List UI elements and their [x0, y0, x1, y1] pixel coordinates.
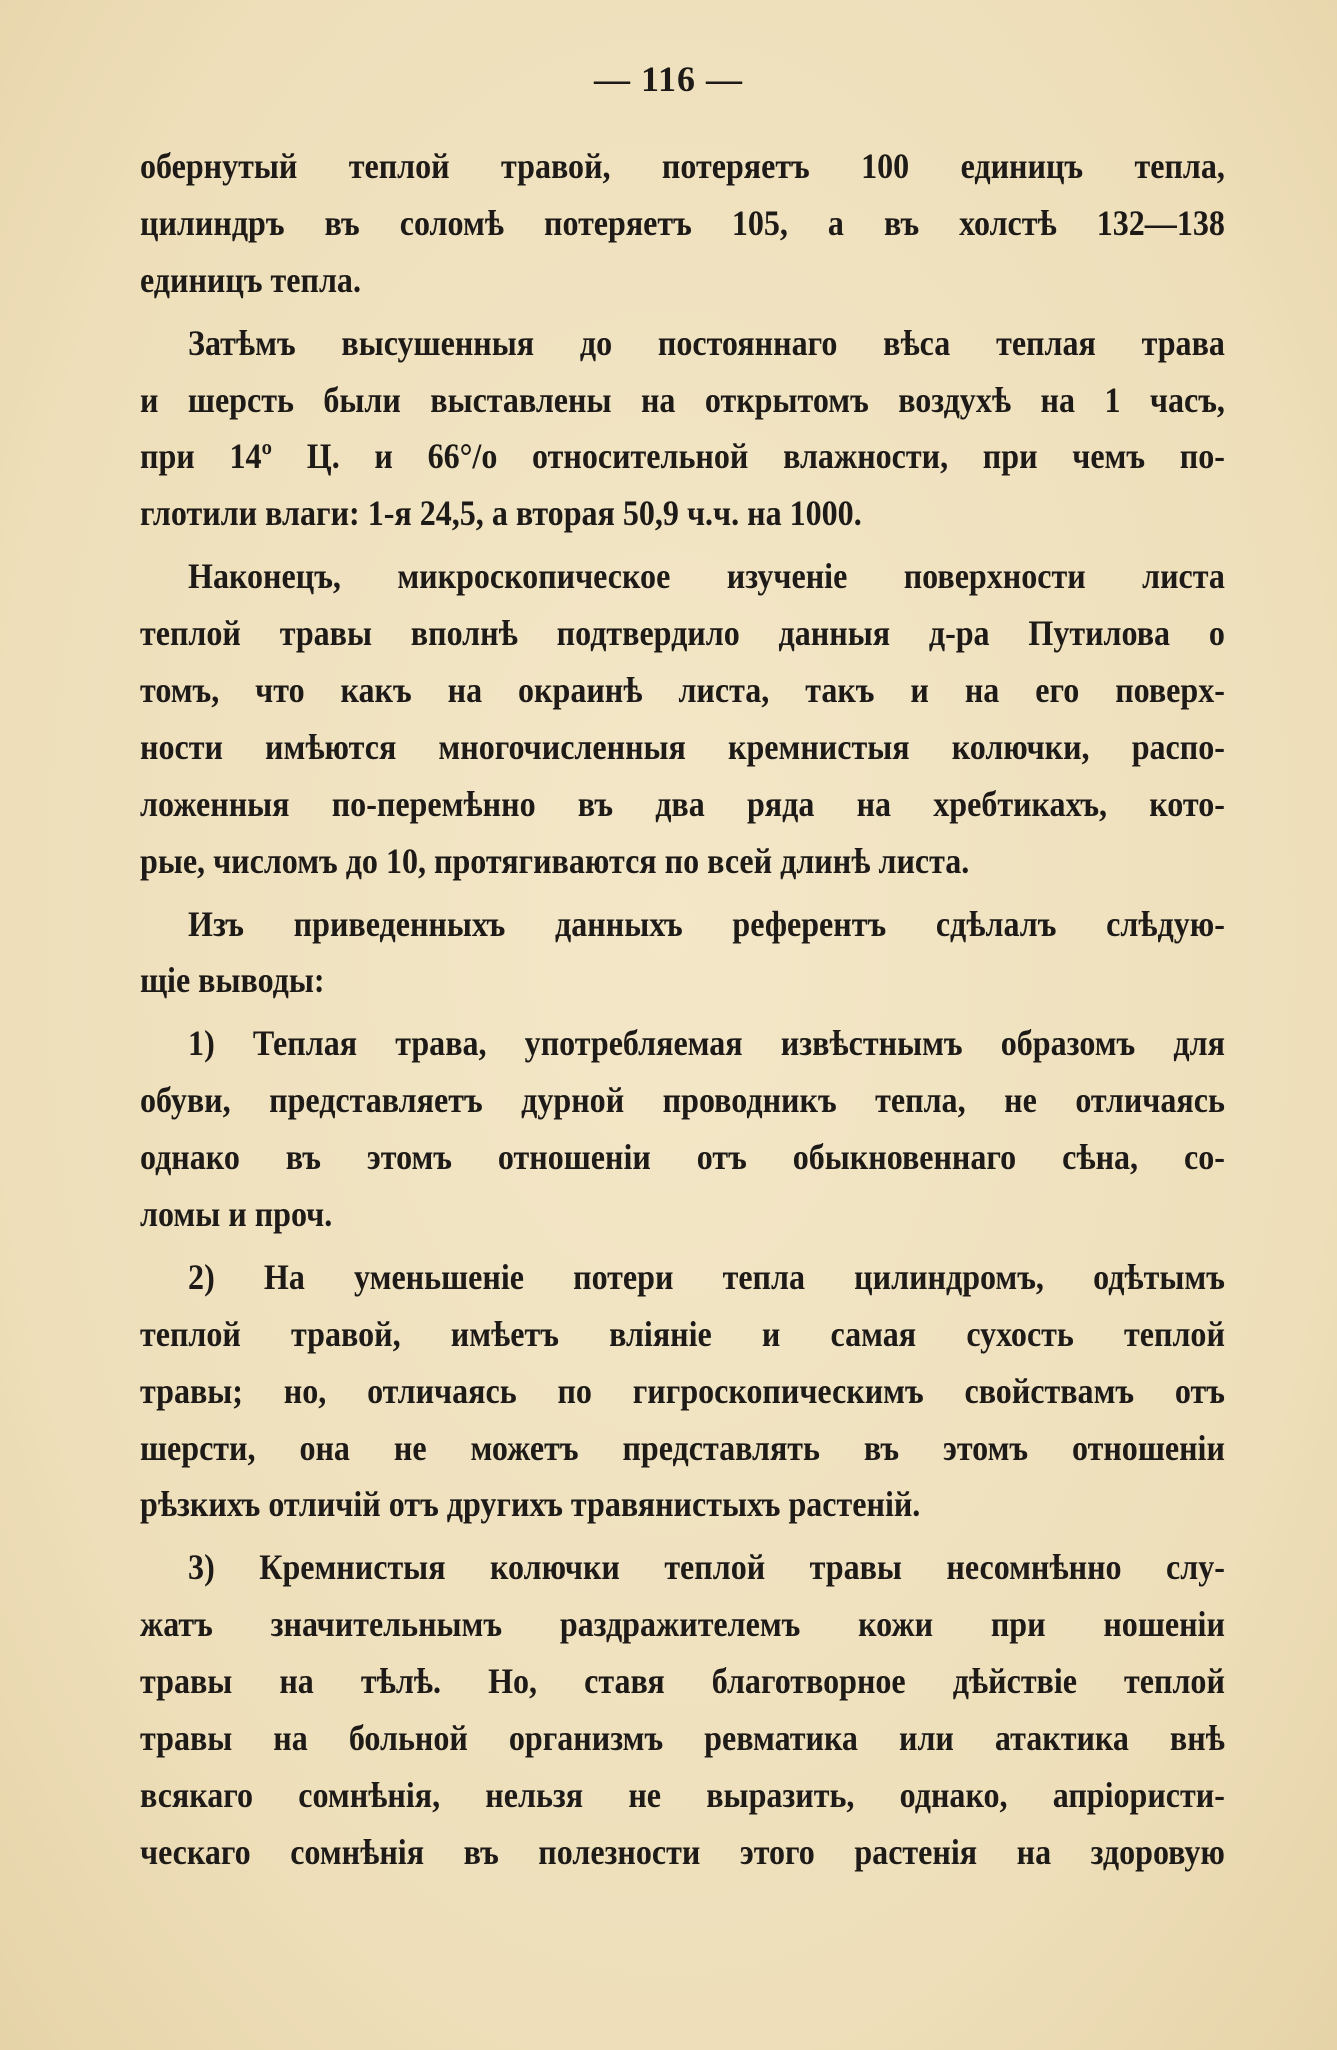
text-line: обернутый теплой травой, потеряетъ 100 единицъ тепла, — [140, 146, 1225, 186]
page-number-text: — 116 — — [593, 59, 743, 99]
text-line: рые, числомъ до 10, протягиваются по всей длинѣ листа. — [140, 840, 970, 881]
list-item-2-start: 2) На уменьшеніе потери тепла цилиндромъ, одѣтымъ — [188, 1256, 1225, 1297]
text-line: томъ, что какъ на окраинѣ листа, такъ и на его поверх- — [140, 670, 1225, 711]
text-line: и шерсть были выставлены на открытомъ воздухѣ на 1 часъ, — [140, 379, 1225, 420]
list-item-3-start: 3) Кремнистыя колючки теплой травы несомнѣнно слу- — [188, 1547, 1225, 1588]
text-line: рѣзкихъ отличій отъ другихъ травянистыхъ растеній. — [140, 1484, 921, 1525]
text-line: травы на тѣлѣ. Но, ставя благотворное дѣйствіе теплой — [140, 1661, 1225, 1702]
text-line: жатъ значительнымъ раздражителемъ кожи при ношеніи — [140, 1604, 1225, 1645]
text-line: однако въ этомъ отношеніи отъ обыкновеннаго сѣна, со- — [140, 1137, 1225, 1178]
text-line: травы на больной организмъ ревматика или атактика внѣ — [140, 1718, 1225, 1759]
text-line: цилиндръ въ соломѣ потеряетъ 105, а въ холстѣ 132—138 — [140, 202, 1225, 243]
body-text — [140, 138, 1225, 1881]
text-line: ности имѣются многочисленныя кремнистыя колючки, распо- — [140, 726, 1225, 767]
text-line: шерсти, она не можетъ представлять въ этомъ отношеніи — [140, 1427, 1225, 1468]
text-line: при 14º Ц. и 66°/о относительной влажности, при чемъ по- — [140, 436, 1225, 477]
paragraph-start-line: Наконецъ, микроскопическое изученіе поверхности листа — [188, 556, 1225, 597]
text-line: глотили влаги: 1-я 24,5, а вторая 50,9 ч.ч. на 1000. — [140, 493, 862, 534]
text-line: обуви, представляетъ дурной проводникъ тепла, не отличаясь — [140, 1080, 1225, 1121]
list-item-1-start: 1) Теплая трава, употребляемая извѣстнымъ образомъ для — [188, 1023, 1225, 1064]
text-line: травы; но, отличаясь по гигроскопическимъ свойствамъ отъ — [140, 1370, 1225, 1411]
text-line: всякаго сомнѣнія, нельзя не выразить, однако, апріористи- — [140, 1774, 1225, 1815]
text-line: теплой травы вполнѣ подтвердило данныя д-ра Путилова о — [140, 613, 1225, 654]
text-line: ложенныя по-перемѣнно въ два ряда на хребтикахъ, кото- — [140, 783, 1225, 824]
text-line: теплой травой, имѣетъ вліяніе и самая сухость теплой — [140, 1313, 1225, 1354]
text-line: единицъ тепла. — [140, 259, 361, 300]
paragraph-start-line: Затѣмъ высушенныя до постояннаго вѣса теплая трава — [188, 322, 1225, 363]
text-line: ческаго сомнѣнія въ полезности этого растенія на здоровую — [140, 1831, 1225, 1872]
text-line: ломы и проч. — [140, 1194, 333, 1235]
page-number — [0, 58, 1337, 100]
paragraph-start-line: Изъ приведенныхъ данныхъ референтъ сдѣлалъ слѣдую- — [188, 903, 1225, 944]
text-line: щіе выводы: — [140, 960, 325, 1001]
